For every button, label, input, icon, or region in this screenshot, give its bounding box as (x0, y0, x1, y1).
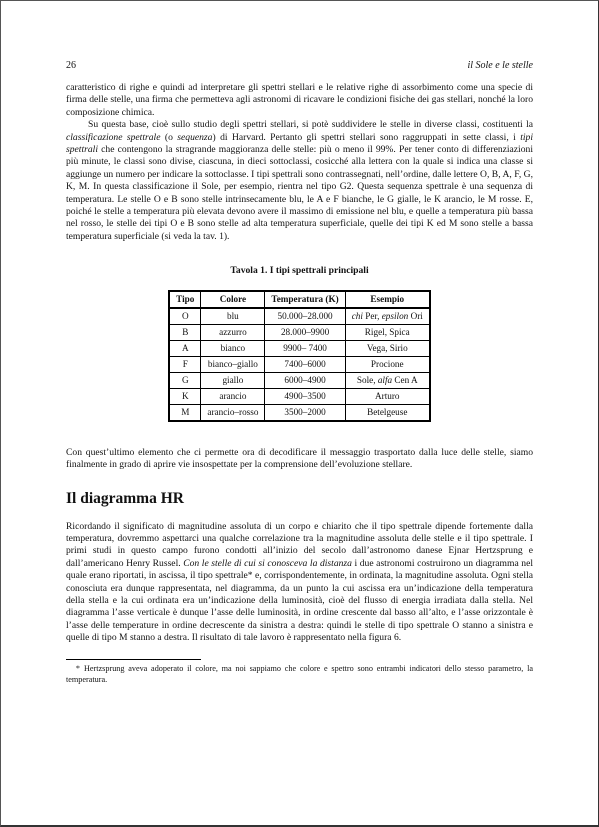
table-row (169, 372, 430, 388)
footnote (66, 663, 533, 685)
text-run: Per, (362, 310, 382, 321)
text-run: Sole, (356, 374, 378, 385)
footnote-mark: * (75, 663, 80, 673)
table-row (169, 340, 430, 356)
table-row (169, 388, 430, 404)
cell-esempio: Rigel, Spica (345, 324, 430, 340)
cell-temperatura: 50.000–28.000 (265, 308, 345, 325)
cell-tipo: B (169, 324, 201, 340)
cell-temperatura: 28.000–9900 (265, 324, 345, 340)
paragraph-classification (66, 119, 533, 243)
running-header (66, 60, 533, 74)
cell-tipo: K (169, 388, 201, 404)
cell-temperatura: 7400–6000 (265, 356, 345, 372)
italic-term: sequenza (177, 131, 213, 143)
cell-colore: bianco (201, 340, 265, 356)
cell-colore: arancio–rosso (201, 404, 265, 421)
column-header: Temperatura (K) (265, 291, 345, 308)
table-caption: Tavola 1. I tipi spettrali principali (230, 265, 369, 277)
cell-tipo: F (169, 356, 201, 372)
cell-colore: giallo (201, 372, 265, 388)
italic-phrase: Con le stelle di cui si conosceva la distanza (183, 557, 352, 569)
column-header: Esempio (345, 291, 430, 308)
paragraph-intro: caratteristico di righe e quindi ad interpretare gli spettri stellari e le relative righe di assorbimento come una specie di firma delle stelle, una firma che permetteva agli astronomi di ricavare le condizioni fisiche dei gas stellari, nonché la loro composizione chimica. (66, 82, 533, 118)
cell-esempio: Vega, Sirio (345, 340, 430, 356)
table-row (169, 404, 430, 421)
text-run: ) di Harvard. Pertanto gli spettri stellari sono raggruppati in sette classi, i (212, 131, 521, 143)
text-run: Cen A (392, 374, 418, 385)
cell-colore: blu (201, 308, 265, 325)
italic-term: classificazione spettrale (66, 131, 161, 143)
page-number: 26 (66, 60, 76, 71)
cell-temperatura: 6000–4900 (265, 372, 345, 388)
cell-colore: arancio (201, 388, 265, 404)
text-run: (o (160, 131, 178, 143)
cell-colore: azzurro (201, 324, 265, 340)
table-header-row (169, 291, 430, 308)
table-row (169, 324, 430, 340)
cell-tipo: A (169, 340, 201, 356)
text-run: che contengono la stragrande maggioranza delle stelle: più o meno il 99%. Per tener conto di differenziazioni più minute, le classi sono divise, ciascuna, in dieci sottoclassi, cosicché alla lettera con la quale si indica una classe si aggiunge un numero per indicare la sottoclasse. I tipi spettrali sono contrassegnati, nell’ordine, dalle lettere O, B, A, F, G, K, M. In questa classificazione il Sole, per esempio, rientra nel tipo G2. Questa sequenza spettrale è una sequenza di temperatura. Le stelle O e B sono stelle intrinsecamente blu, le A e F bianche, le G gialle, le K arancio, le M rosse. E, poiché le stelle a temperatura più elevata devono avere il massimo di emissione nel blu, e quelle a temperatura più bassa nel rosso, le stelle dei tipi O e B sono stelle ad alta temperatura superficiale, quelle dei tipi K ed M sono stelle a bassa temperatura superficiale (si veda la tav. 1). (66, 144, 533, 242)
italic-term: tipi spettrali (66, 131, 533, 156)
page-content (66, 60, 533, 685)
cell-esempio: Procione (345, 356, 430, 372)
column-header: Tipo (169, 291, 201, 308)
table-row (169, 308, 430, 325)
cell-tipo: G (169, 372, 201, 388)
cell-esempio: Betelgeuse (345, 404, 430, 421)
cell-temperatura: 3500–2000 (265, 404, 345, 421)
spectral-types-table (168, 290, 431, 422)
text-run: Ricordando il significato di magnitudine assoluta di un corpo e chiarito che il tipo spettrale dipende fortemente dalla temperatura, dovremmo aspettarci una qualche correlazione tra la magnitudine assoluta delle stelle e il tipo spettrale. I primi studi in questo campo furono condotti all’inizio del secolo dall’astronomo danese Ejnar Hertzsprung e dall’americano Henry Russel. (66, 520, 533, 569)
italic-star-name: alfa (377, 374, 393, 385)
italic-star-name: epsilon (381, 310, 409, 321)
cell-colore: bianco–giallo (201, 356, 265, 372)
cell-tipo: M (169, 404, 201, 421)
column-header: Colore (201, 291, 265, 308)
italic-star-name: chi (351, 310, 363, 321)
paragraph-hr-diagram (66, 521, 533, 645)
cell-temperatura: 9900– 7400 (265, 340, 345, 356)
text-run: i due astronomi costruirono un diagramma nel quale erano riportati, in ascissa, il tipo spettrale* e, corrispondentemente, in ordinata, la magnitudine assoluta. Ogni stella conosciuta era dunque rappresentata, nel diagramma, da un punto la cui ascissa era un’indicazione della temperatura della stella e la cui ordinata era un’indicazione della luminosità, cioè del flusso di energia irradiata dalla stella. Nel diagramma l’asse verticale è dunque l’asse delle luminosità, in ordine crescente dal basso all’alto, e l’asse orizzontale è l’asse delle temperature in ordine decrescente da sinistra a destra: quindi le stelle di tipo spettrale O stanno a sinistra e quelle di tipo M stanno a destra. Il risultato di tale lavoro è rappresentato nella figura 6. (66, 557, 534, 644)
cell-temperatura: 4900–3500 (265, 388, 345, 404)
footnote-text: Hertzsprung aveva adoperato il colore, ma noi sappiamo che colore e spettro sono entrambi indicatori dello stesso parametro, la temperatura. (66, 663, 533, 684)
text-run: Su questa base, cioè sullo studio degli spettri stellari, si potè suddividere le stelle in diverse classi, costituenti la (88, 119, 533, 131)
running-title: il Sole e le stelle (467, 60, 533, 71)
table-row (169, 356, 430, 372)
footnote-rule (66, 659, 201, 660)
cell-tipo: O (169, 308, 201, 325)
section-heading: Il diagramma HR (66, 489, 184, 507)
cell-esempio (345, 308, 430, 325)
paragraph-decode: Con quest’ultimo elemento che ci permette ora di decodificare il messaggio trasportato dalla luce delle stelle, siamo finalmente in grado di aprire vie insospettate per la comprensione dell’evoluzione stellare. (66, 446, 533, 471)
cell-esempio (345, 372, 430, 388)
text-run: Ori (408, 310, 423, 321)
cell-esempio: Arturo (345, 388, 430, 404)
